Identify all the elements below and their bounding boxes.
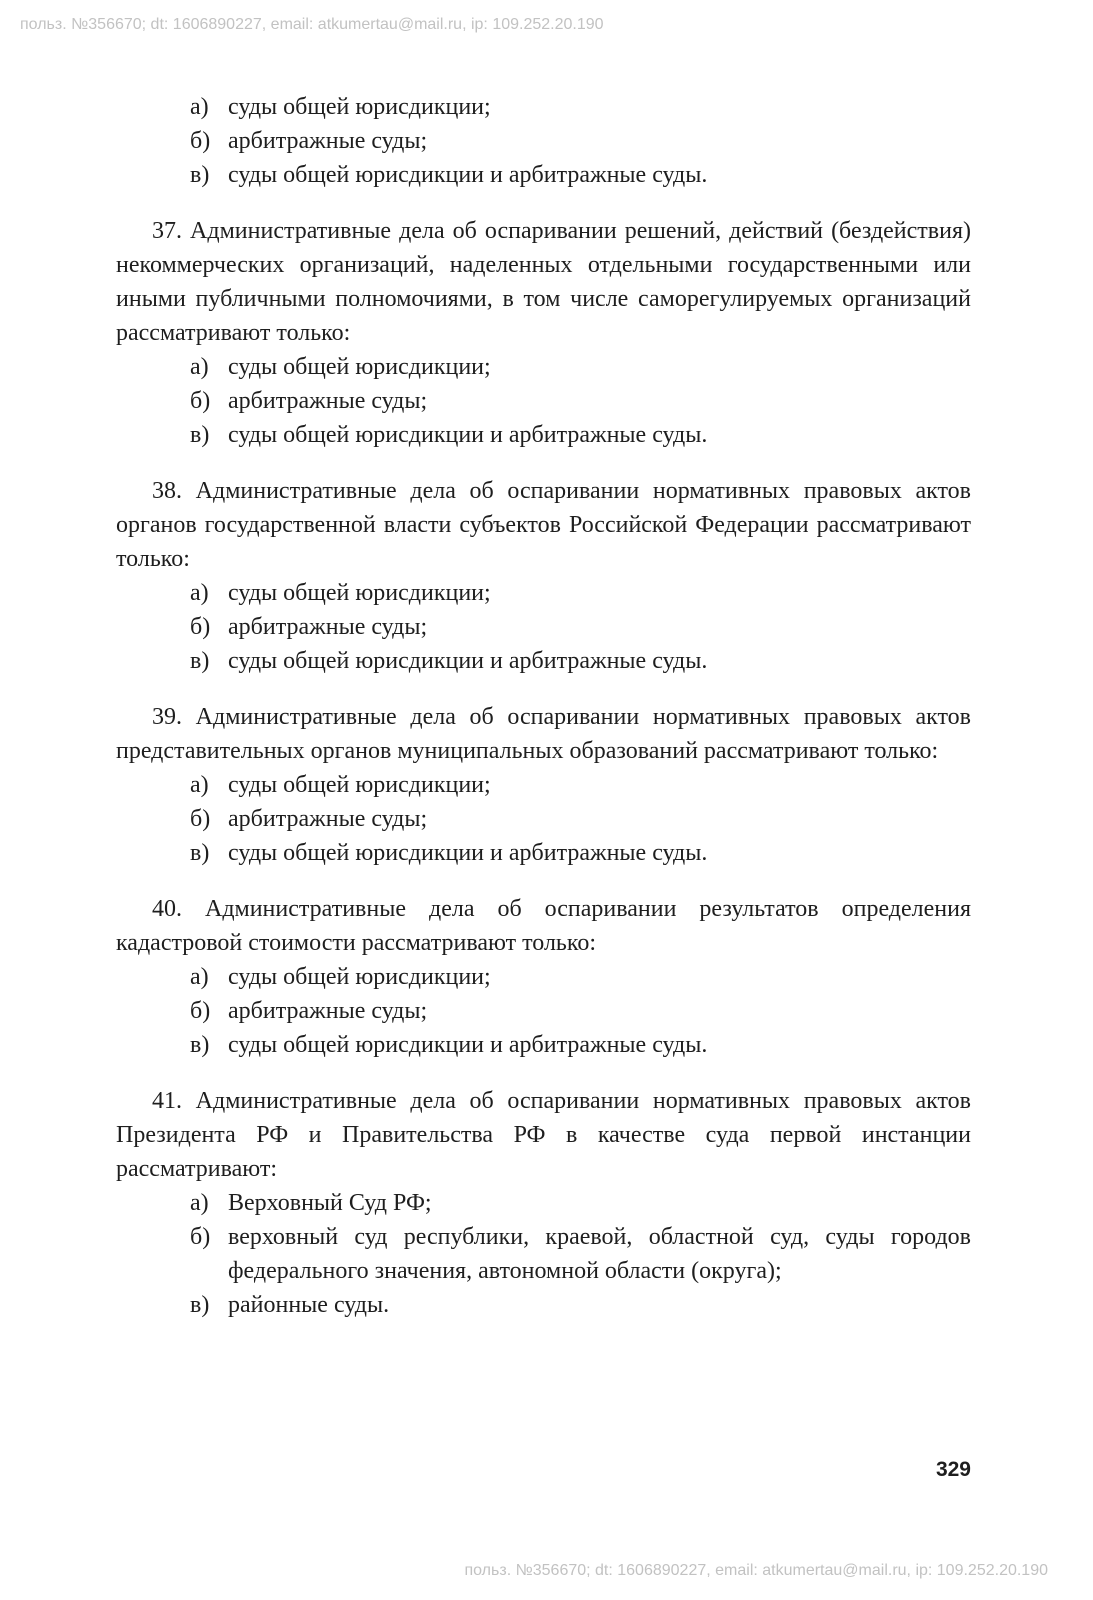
option-text: арбитражные суды; [228,614,428,640]
page-number: 329 [935,1458,971,1481]
option-text: суды общей юрисдикции; [228,772,491,798]
question-41-options [116,1186,971,1322]
option-text: суды общей юрисдикции; [228,964,491,990]
option-item [116,994,971,1028]
option-letter: а) [190,772,209,798]
option-item [116,158,971,192]
question-39: 39. Административные дела об оспаривании нормативных правовых актов представительных органов муниципальных образований рассматривают только: [116,704,971,764]
option-text: арбитражные суды; [228,388,428,414]
option-item [116,836,971,870]
option-text: районные суды. [228,1292,390,1318]
option-letter: б) [190,806,211,832]
question-41: 41. Административные дела об оспаривании нормативных правовых актов Президента РФ и Правительства РФ в качестве суда первой инстанции рассматривают: [116,1088,971,1182]
option-text: суды общей юрисдикции; [228,354,491,380]
option-item [116,610,971,644]
option-item [116,1220,971,1288]
option-letter: а) [190,94,209,120]
question-37: 37. Административные дела об оспаривании решений, действий (бездействия) некоммерческих организаций, наделенных отдельными государственными или иными публичными полномочиями, в том числе саморегулируемых организаций рассматривают только: [116,218,971,346]
question-38: 38. Административные дела об оспаривании нормативных правовых актов органов государственной власти субъектов Российской Федерации рассматривают только: [116,478,971,572]
option-item [116,418,971,452]
lead-options [116,90,971,192]
option-text: суды общей юрисдикции; [228,580,491,606]
option-item [116,90,971,124]
option-item [116,350,971,384]
option-item [116,1186,971,1220]
option-item [116,384,971,418]
option-text: Верховный Суд РФ; [228,1190,432,1216]
option-text: арбитражные суды; [228,128,428,154]
option-letter: а) [190,964,209,990]
question-37-options [116,350,971,452]
option-text: арбитражные суды; [228,806,428,832]
option-text: суды общей юрисдикции и арбитражные суды. [228,840,708,866]
watermark-top: польз. №356670; dt: 1606890227, email: atkumertau@mail.ru, ip: 109.252.20.190 [20,16,604,33]
question-39-options [116,768,971,870]
option-letter: а) [190,1190,209,1216]
option-item [116,802,971,836]
option-text: верховный суд республики, краевой, областной суд, суды городов федерального значения, автономной области (округа); [228,1224,971,1284]
option-letter: а) [190,354,209,380]
option-letter: в) [190,422,210,448]
option-letter: в) [190,648,210,674]
option-letter: б) [190,614,211,640]
option-text: суды общей юрисдикции и арбитражные суды. [228,1032,708,1058]
option-letter: б) [190,388,211,414]
option-text: суды общей юрисдикции и арбитражные суды. [228,648,708,674]
option-item [116,576,971,610]
page-content [116,90,971,1344]
option-letter: а) [190,580,209,606]
option-letter: б) [190,1224,211,1250]
option-letter: в) [190,840,210,866]
option-text: суды общей юрисдикции и арбитражные суды. [228,162,708,188]
question-40-options [116,960,971,1062]
option-letter: б) [190,998,211,1024]
option-letter: б) [190,128,211,154]
option-item [116,1028,971,1062]
option-item [116,124,971,158]
option-item [116,644,971,678]
option-letter: в) [190,162,210,188]
question-38-options [116,576,971,678]
option-letter: в) [190,1032,210,1058]
option-item [116,960,971,994]
option-text: арбитражные суды; [228,998,428,1024]
option-text: суды общей юрисдикции и арбитражные суды. [228,422,708,448]
question-40: 40. Административные дела об оспаривании результатов определения кадастровой стоимости рассматривают только: [116,896,971,956]
option-text: суды общей юрисдикции; [228,94,491,120]
option-item [116,768,971,802]
option-item [116,1288,971,1322]
option-letter: в) [190,1292,210,1318]
watermark-bottom: польз. №356670; dt: 1606890227, email: atkumertau@mail.ru, ip: 109.252.20.190 [464,1562,1048,1579]
